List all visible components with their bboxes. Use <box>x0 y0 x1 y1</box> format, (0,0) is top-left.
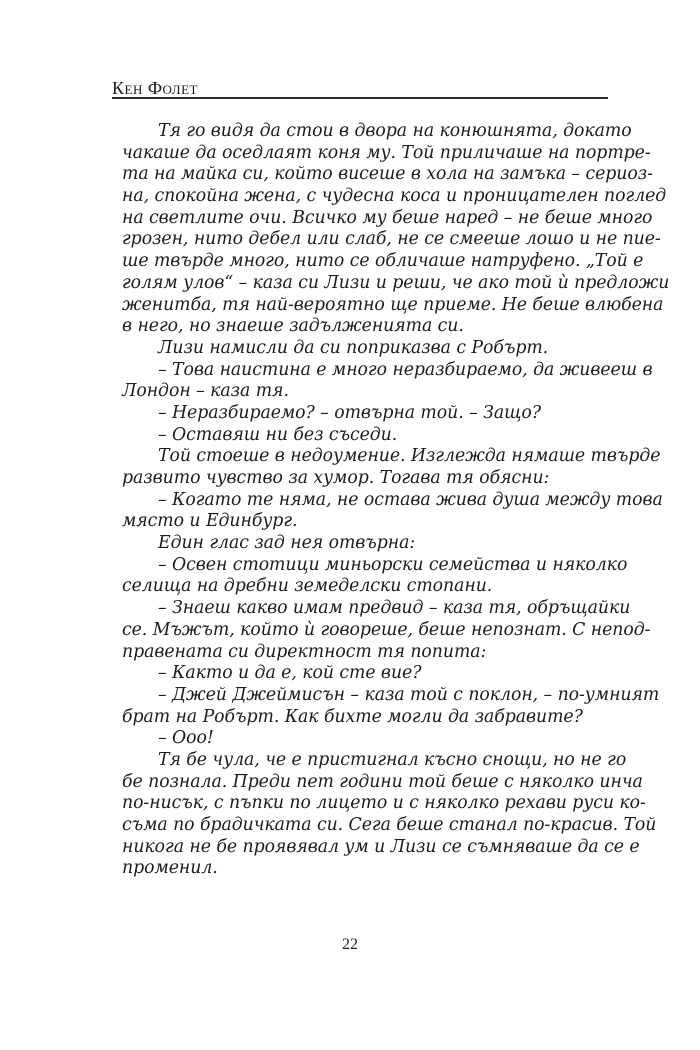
text-line: – Това наистина е много неразбираемо, да живееш в <box>158 359 653 380</box>
text-line: се. Мъжът, който ѝ говореше, беше непознат. С непод- <box>122 619 651 640</box>
text-line: никога не бе проявявал ум и Лизи се съмняваше да се е <box>122 836 640 857</box>
text-line: съма по брадичката си. Сега беше станал по-красив. Той <box>122 815 657 835</box>
text-line: женитба, тя най-вероятно ще приеме. Не беше влюбена <box>122 294 664 315</box>
text-line: в него, но знаеше задълженията си. <box>122 316 464 337</box>
text-line: брат на Робърт. Как бихте могли да забравите? <box>122 706 583 727</box>
text-line: Лондон – каза тя. <box>122 381 289 402</box>
text-line: променил. <box>122 858 218 879</box>
text-line: та на майка си, който висеше в хола на замъка – сериоз- <box>122 164 653 185</box>
body-text <box>122 121 670 880</box>
text-line: чакаше да оседлаят коня му. Той приличаше на портре- <box>122 142 651 163</box>
text-line: Лизи намисли да си поприказва с Робърт. <box>158 337 549 358</box>
text-line: Един глас зад нея отвърна: <box>158 533 416 554</box>
text-line: място и Единбург. <box>122 511 298 532</box>
text-line: на, спокойна жена, с чудесна коса и проницателен поглед <box>122 186 667 207</box>
text-line: правената си директност тя попита: <box>122 641 487 662</box>
text-line: Тя го видя да стои в двора на конюшнята, докато <box>158 121 632 141</box>
text-line: ше твърде много, нито се обличаше натруфено. „Той е <box>122 251 644 272</box>
text-line: – Джей Джеймисън – каза той с поклон, – по-умният <box>158 684 660 705</box>
text-line: – Оставяш ни без съседи. <box>158 424 398 445</box>
text-line: развито чувство за хумор. Тогава тя обясни: <box>122 468 550 488</box>
text-line: – Неразбираемо? – отвърна той. – Защо? <box>158 402 541 423</box>
text-line: – Освен стотици миньорски семейства и няколко <box>158 554 628 575</box>
text-line: – Знаеш какво имам предвид – каза тя, обръщайки <box>158 598 631 619</box>
page-number: 22 <box>342 936 358 953</box>
header-rule <box>112 97 608 99</box>
text-line: Тя бе чула, че е пристигнал късно снощи, но не го <box>158 749 627 770</box>
text-line: голям улов“ – каза си Лизи и реши, че ако той ѝ предложи <box>122 272 670 293</box>
text-line: бе познала. Преди пет години той беше с няколко инча <box>122 771 643 792</box>
text-line: по-нисък, с пъпки по лицето и с няколко рехави руси ко- <box>122 793 646 814</box>
text-line: Той стоеше в недоумение. Изглежда нямаше твърде <box>158 446 661 467</box>
text-line: на светлите очи. Всичко му беше наред – не беше много <box>122 207 653 228</box>
text-line: селища на дребни земеделски стопани. <box>122 576 493 597</box>
running-head-author: Кен Фолет <box>112 78 198 98</box>
text-line: – Както и да е, кой сте вие? <box>158 663 422 684</box>
page-header <box>112 72 608 100</box>
text-line: – Когато те няма, не остава жива душа между това <box>158 489 663 510</box>
text-line: – Ооо! <box>158 728 214 749</box>
text-line: грозен, нито дебел или слаб, не се смееше лошо и не пие- <box>122 229 661 250</box>
